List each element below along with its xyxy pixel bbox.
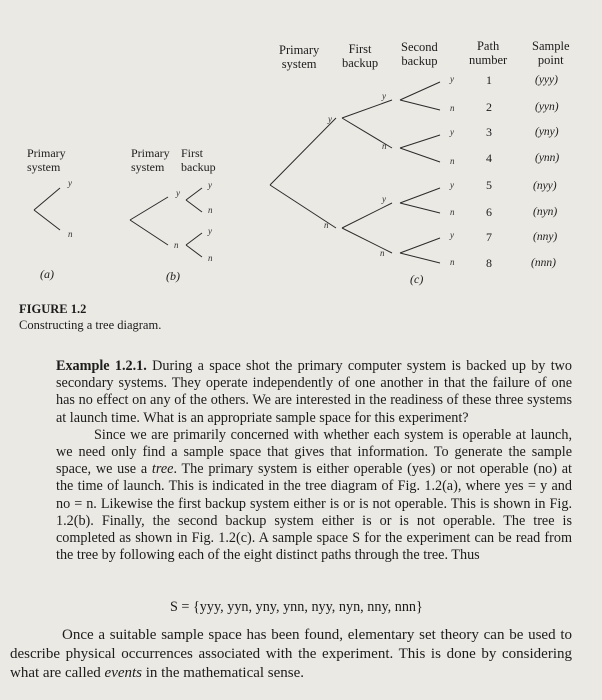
branch-label-no: n — [68, 229, 73, 239]
path-number: 5 — [486, 178, 492, 192]
branch-line — [34, 210, 60, 230]
branch-label-no: n — [174, 240, 179, 250]
sample-point: (nnn) — [531, 257, 556, 269]
branch-label-yes: y — [382, 194, 386, 204]
branch-line — [130, 197, 168, 220]
header-path-number — [469, 39, 507, 67]
header-line: system — [281, 57, 317, 71]
header-line: backup — [401, 54, 438, 68]
figure-caption: Constructing a tree diagram. — [19, 318, 162, 332]
panel-a-header — [27, 146, 66, 174]
branch-label-yes: y — [208, 226, 212, 236]
branch-line — [400, 253, 440, 263]
branch-line — [400, 238, 440, 253]
branch-line — [400, 188, 440, 203]
branch-line — [342, 203, 392, 228]
branch-line — [130, 220, 168, 245]
panel-c-label: (c) — [410, 272, 424, 286]
panel-b-label: (b) — [166, 269, 180, 283]
branch-line — [400, 148, 440, 162]
header-primary-system — [279, 43, 319, 71]
term-tree: tree — [151, 461, 174, 478]
sample-point: (yyy) — [535, 74, 558, 86]
panel-a-label: (a) — [40, 267, 54, 281]
branch-line — [270, 118, 336, 185]
branch-line — [400, 82, 440, 100]
branch-label-no: n — [208, 253, 213, 263]
path-number: 7 — [486, 230, 492, 244]
panel-c-tree — [270, 82, 440, 263]
closing-paragraph — [10, 626, 572, 683]
branch-label-yes: y — [450, 74, 454, 84]
branch-line — [400, 135, 440, 148]
branch-label-no: n — [450, 103, 455, 113]
closing-text: in the mathematical sense. — [142, 665, 305, 681]
panel-b-header-first — [181, 146, 216, 174]
sample-point: (yny) — [535, 126, 559, 138]
header-line: backup — [342, 56, 379, 70]
sample-point: (yyn) — [535, 101, 559, 113]
path-number: 8 — [486, 256, 492, 270]
branch-label-no: n — [450, 257, 455, 267]
header-line: Primary — [131, 146, 170, 160]
branch-label-no: n — [324, 220, 329, 230]
branch-label-no: n — [450, 156, 455, 166]
branch-line — [34, 188, 60, 210]
example-para1-text: During a space shot the primary computer system is backed up by two secondary systems. They operate independently of one another in that the failure of one has no effect on any of the others. We are interested in the readiness of these three systems at launch time. What is an appropriate sample space for this experiment? — [56, 358, 572, 426]
branch-line — [342, 228, 392, 253]
branch-line — [400, 100, 440, 110]
sample-point: (nyy) — [533, 180, 557, 192]
example-block — [56, 358, 572, 564]
branch-line — [186, 245, 202, 257]
branch-line — [342, 100, 392, 118]
header-line: Primary — [27, 146, 66, 160]
branch-line — [186, 188, 202, 200]
header-line: Path — [476, 39, 500, 53]
path-number: 1 — [486, 73, 492, 87]
branch-label-yes: y — [328, 114, 332, 124]
panel-a-tree — [34, 188, 60, 230]
header-line: First — [181, 146, 204, 160]
branch-label-yes: y — [450, 180, 454, 190]
example-paragraph-2 — [56, 427, 572, 565]
header-second-backup — [401, 40, 438, 68]
branch-label-no: n — [450, 207, 455, 217]
header-line: point — [537, 53, 564, 67]
panel-b-header-primary — [131, 146, 170, 174]
path-number: 3 — [486, 125, 492, 139]
sample-point: (nyn) — [533, 206, 558, 218]
example-paragraph-1 — [56, 358, 572, 427]
branch-label-yes: y — [176, 188, 180, 198]
closing-text: Once a suitable sample space has been found, elementary set theory can be used to describe physical occurrences associated with the experiment. This is done by considering what are called — [10, 627, 572, 681]
branch-label-yes: y — [68, 178, 72, 188]
branch-line — [186, 200, 202, 212]
example-para2-text: Since we are primarily concerned with whether each system is operable at launch, we need only find a sample space that gives that information. To generate the sample space, we use a — [56, 426, 572, 478]
sample-point: (ynn) — [535, 152, 560, 164]
branch-line — [186, 233, 202, 245]
header-line: system — [27, 160, 61, 174]
branch-letters — [67, 74, 455, 267]
branch-label-yes: y — [382, 91, 386, 101]
branch-label-no: n — [208, 205, 213, 215]
path-number: 2 — [486, 100, 492, 114]
branch-label-yes: y — [450, 230, 454, 240]
branch-label-yes: y — [450, 127, 454, 137]
branch-label-no: n — [380, 248, 385, 258]
header-line: First — [348, 42, 372, 56]
term-events: events — [104, 665, 143, 681]
header-line: backup — [181, 160, 216, 174]
path-number: 4 — [486, 151, 492, 165]
header-line: system — [131, 160, 165, 174]
path-number: 6 — [486, 205, 492, 219]
header-line: Sample — [532, 39, 570, 53]
header-line: Primary — [279, 43, 320, 57]
branch-line — [400, 203, 440, 213]
header-line: number — [469, 53, 508, 67]
header-sample-point — [532, 39, 570, 67]
header-line: Second — [401, 40, 438, 54]
branch-label-yes: y — [208, 180, 212, 190]
panel-b-tree — [130, 188, 202, 257]
sample-space-equation: S = {yyy, yyn, yny, ynn, nyy, nyn, nny, nnn} — [170, 599, 423, 615]
example-para2-text: . The primary system is either operable (yes) or not operable (no) at the time of launch. This is indicated in the tree diagram of Fig. 1.2(a), where yes = y and no = n. Likewise the first backup system either is or is not operable. This is shown in Fig. 1.2(b). Finally, the second backup system either is or is not operable. The tree is completed as shown in Fig. 1.2(c). A sample space S for the experiment can be read from the tree by following each of the eight distinct paths through the tree. Thus — [56, 461, 572, 564]
header-first-backup — [342, 42, 378, 70]
branch-label-no: n — [382, 141, 387, 151]
example-label: Example 1.2.1. — [56, 358, 147, 374]
sample-point: (nny) — [533, 231, 558, 243]
figure-title: FIGURE 1.2 — [19, 302, 87, 316]
